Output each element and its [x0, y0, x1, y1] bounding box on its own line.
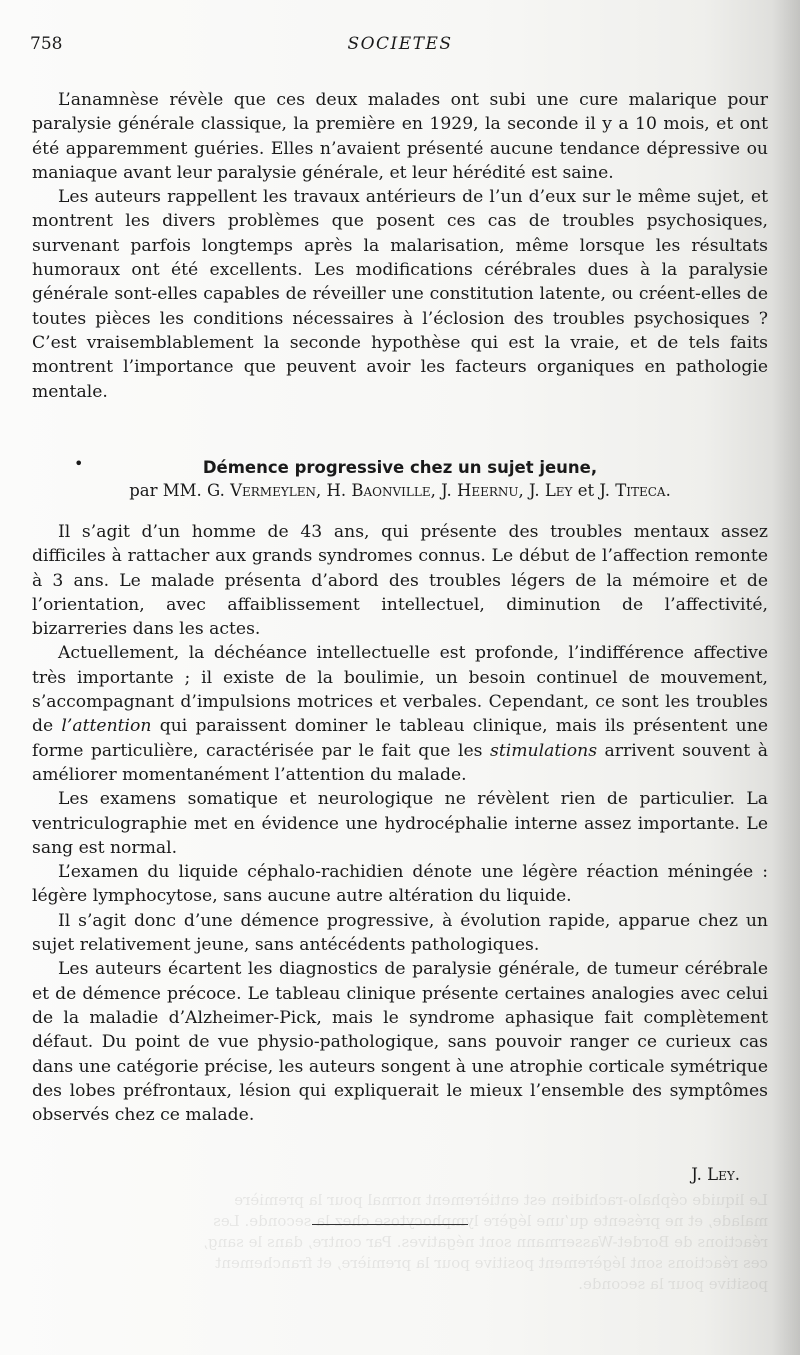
- page-header: [30, 34, 770, 58]
- byline-prefix: par MM. G.: [129, 481, 231, 500]
- signature-name: Ley.: [707, 1165, 740, 1184]
- section-divider: [312, 1224, 468, 1225]
- author-name: Titeca: [615, 481, 666, 500]
- show-through-text: [32, 1190, 768, 1295]
- author-name: Vermeylen: [230, 481, 317, 500]
- author-name: Ley: [544, 481, 573, 500]
- show-through-line: ces réactions sont légèrement positive pour la première, et franchement: [215, 1254, 768, 1272]
- page-number: 758: [30, 34, 63, 54]
- article-title: Démence progressive chez un sujet jeune,: [202, 458, 598, 477]
- text-run: arrivent souvent à améliorer momentanément l’attention du malade.: [32, 740, 768, 785]
- signature: [691, 1165, 740, 1184]
- show-through-line: Le liquide céphalo-rachidien est entièrement normal pour la première: [234, 1191, 768, 1209]
- text-run: Actuellement, la déchéance intellectuelle est profonde, l’indifférence affective très importante ; il existe de la boulimie, un besoin continuel de mouvement, s’accompagnant d’impulsions motrices et verbales. Cependant, ce sont les troubles de: [32, 643, 768, 737]
- author-name: Heernu: [456, 481, 519, 500]
- paragraph: L’examen du liquide céphalo-rachidien dénote une légère réaction méningée : légère lymphocytose, sans aucune autre altération du liquide.: [32, 862, 768, 907]
- article-byline: [32, 481, 768, 500]
- paragraph: L’anamnèse révèle que ces deux malades ont subi une cure malarique pour paralysie générale classique, la première en 1929, la seconde il y a 10 mois, et ont été apparemment guéries. Elles n’avaient présenté aucune tendance dépressive ou maniaque avant leur paralysie générale, et leur hérédité est saine.: [32, 90, 768, 183]
- emphasis: stimulations: [490, 740, 598, 761]
- article-body: [32, 520, 768, 1127]
- author-separator: , H.: [316, 481, 352, 500]
- show-through-line: positive pour la seconde.: [578, 1275, 768, 1293]
- author-separator: et J.: [572, 481, 616, 500]
- author-separator: , J.: [518, 481, 545, 500]
- author-name: Baonville: [351, 481, 431, 500]
- paragraph: [32, 641, 768, 787]
- paragraph: Les auteurs rappellent les travaux antérieurs de l’un d’eux sur le même sujet, et montrent les divers problèmes que posent ces cas de troubles psychosiques, survenant parfois longtemps après la malarisation, même lorsque les résultats humoraux ont été excellents. Les modifications cérébrales dues à la paralysie générale sont-elles capables de réveiller une constitution latente, ou créent-elles de toutes pièces les conditions nécessaires à l’éclosion des troubles psychosiques ? C’est vraisemblablement la seconde hypothèse qui est la vraie, et de tels faits montrent l’importance que peuvent avoir les facteurs organiques en pathologie mentale.: [32, 187, 768, 402]
- author-separator: , J.: [430, 481, 457, 500]
- paragraph: Les examens somatique et neurologique ne révèlent rien de particulier. La ventriculographie met en évidence une hydrocéphalie interne assez importante. Le sang est normal.: [32, 789, 768, 858]
- paragraph: Les auteurs écartent les diagnostics de paralysie générale, de tumeur cérébrale et de démence précoce. Le tableau clinique présente certaines analogies avec celui de la maladie d’Alzheimer-Pick, mais le syndrome aphasique fait complètement défaut. Du point de vue physio-pathologique, sans pouvoir ranger ce curieux cas dans une catégorie précise, les auteurs songent à une atrophie corticale symétrique des lobes préfrontaux, lésion qui expliquerait le mieux l’ensemble des symptômes observés chez ce malade.: [32, 959, 768, 1126]
- emphasis: l’attention: [61, 716, 152, 737]
- paragraph: Il s’agit d’un homme de 43 ans, qui présente des troubles mentaux assez difficiles à rattacher aux grands syndromes connus. Le début de l’affection remonte à 3 ans. Le malade présenta d’abord des troubles légers de la mémoire et de l’orientation, avec affaiblissement intellectuel, diminution de l’affectivité, bizarreries dans les actes.: [32, 522, 768, 640]
- previous-report-text: [32, 88, 768, 404]
- show-through-line: malade, et ne présente qu’une légère lymphocytose chez la seconde. Les: [213, 1212, 768, 1230]
- show-through-line: réactions de Bordet-Wassermann sont négatives. Par contre, dans le sang,: [203, 1233, 768, 1251]
- running-title: SOCIETES: [347, 34, 453, 54]
- paragraph: Il s’agit donc d’une démence progressive, à évolution rapide, apparue chez un sujet relativement jeune, sans antécédents pathologiques.: [32, 910, 768, 956]
- author-separator: .: [665, 481, 671, 500]
- text-run: qui paraissent dominer le tableau clinique, mais ils présentent une forme particulière, caractérisée par le fait que les: [32, 716, 768, 761]
- signature-initial: J.: [691, 1165, 708, 1184]
- bullet-mark: •: [74, 454, 84, 473]
- page-edge-shadow: [772, 0, 800, 1355]
